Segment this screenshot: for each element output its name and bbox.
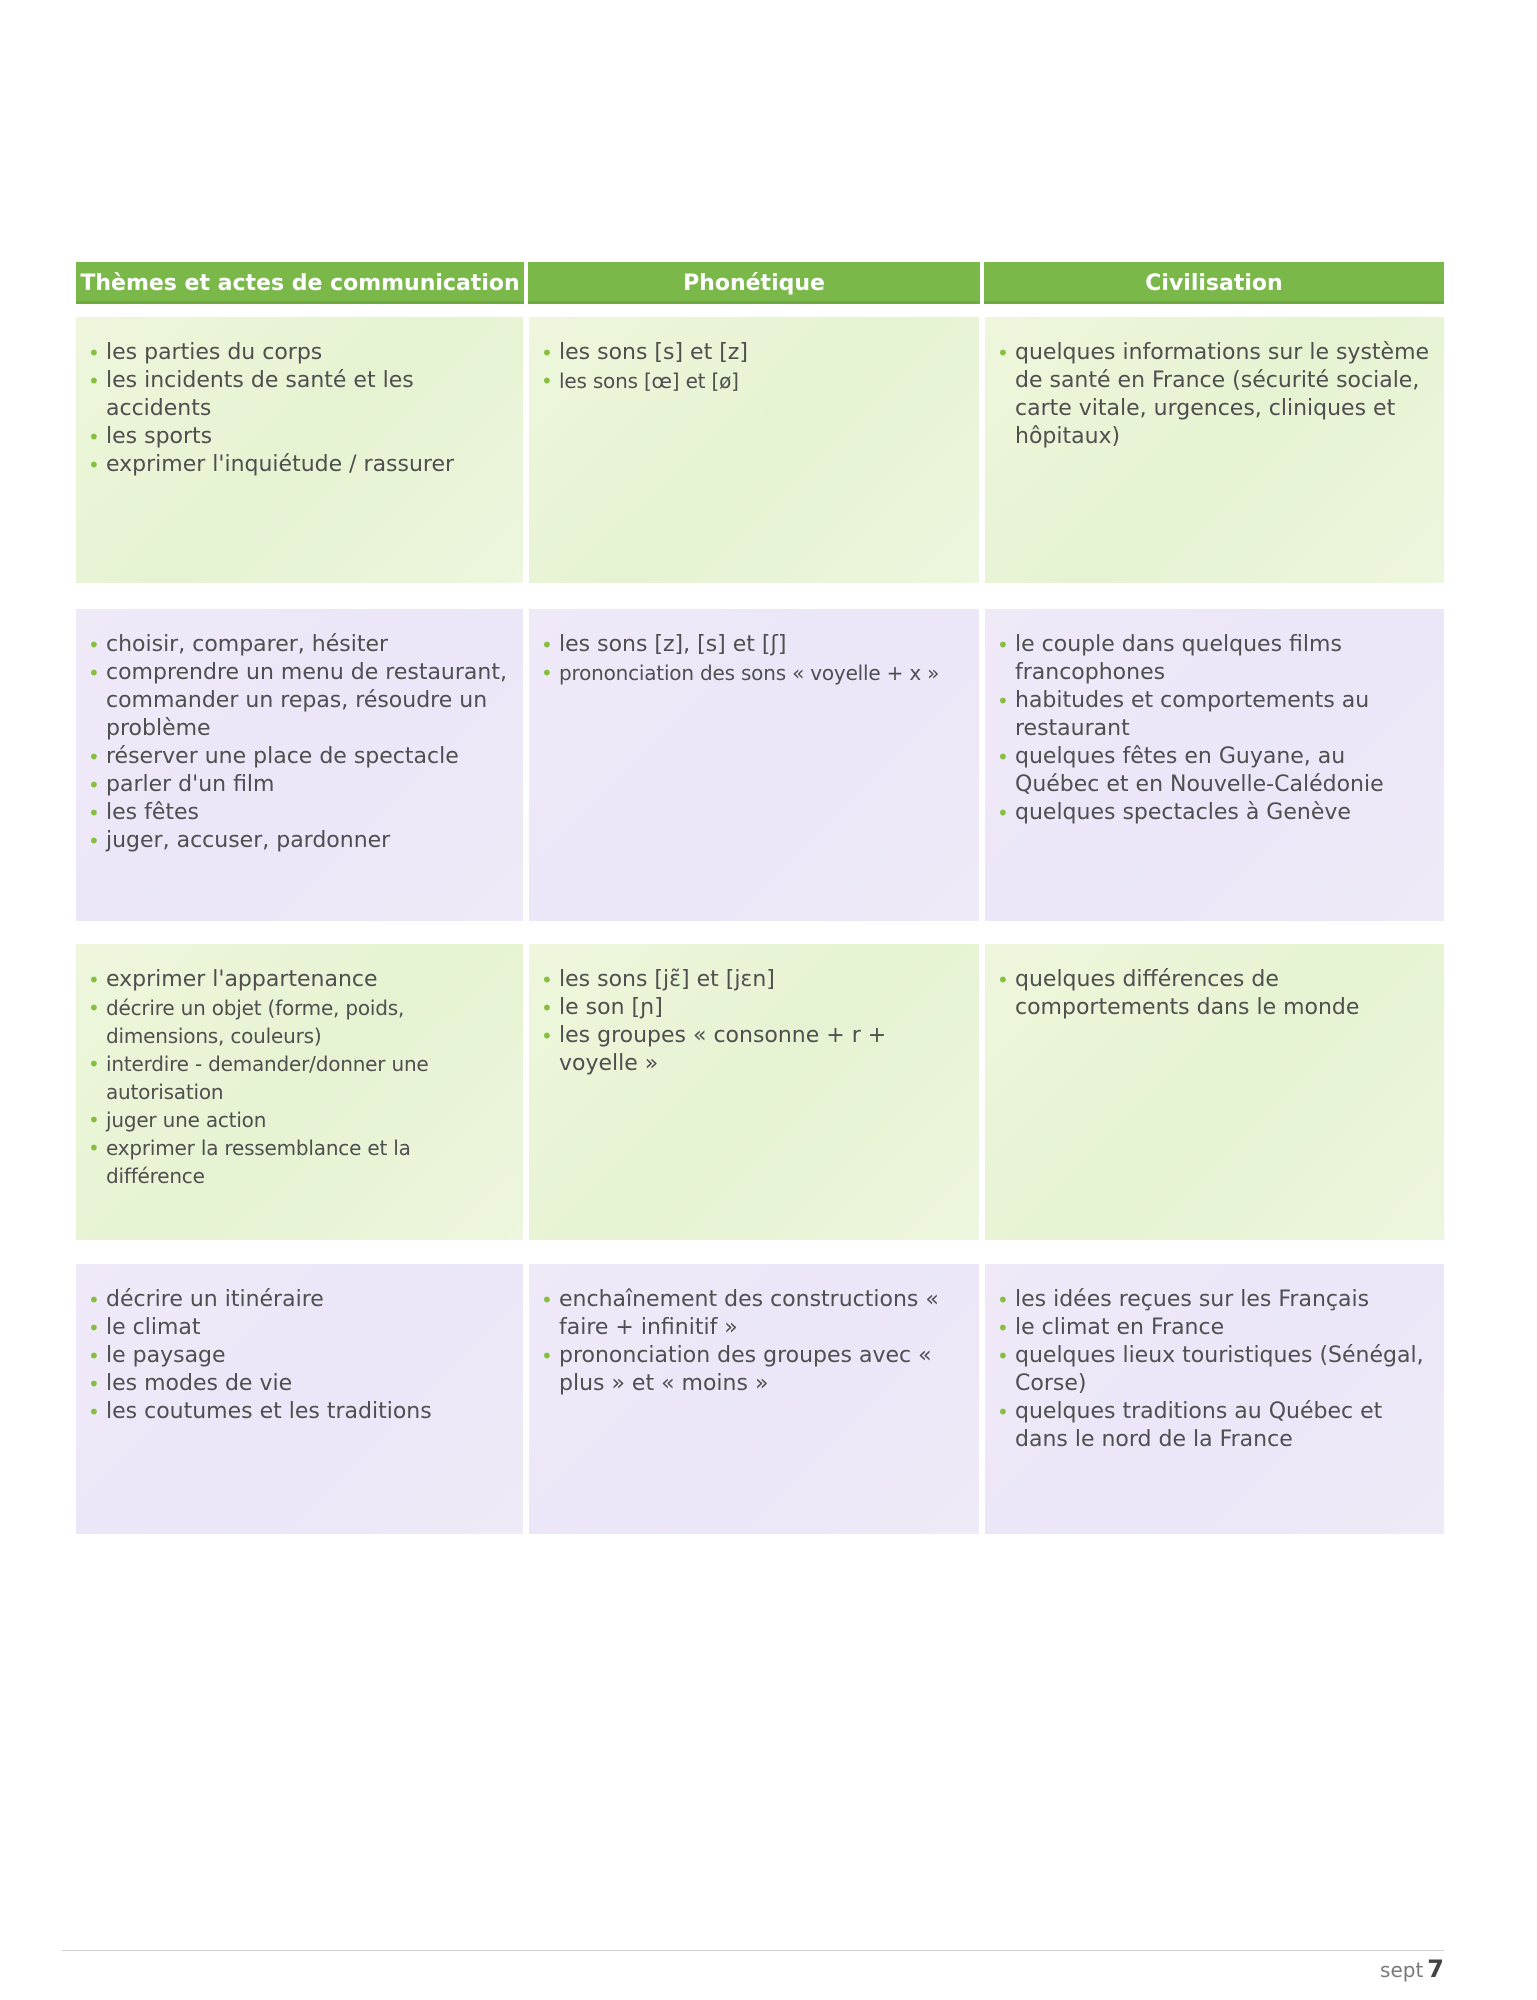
list-item: • le couple dans quelques films francophones [995,631,1434,687]
table-row [76,1264,1444,1534]
table-header [76,262,1444,304]
list-item: • exprimer l'inquiétude / rassurer [86,451,513,479]
page-number [1380,1955,1444,1983]
table-row [76,609,1444,921]
table-row [76,317,1444,583]
phonetique-cell [529,317,979,583]
list-item: • choisir, comparer, hésiter [86,631,513,659]
civilisation-cell [985,317,1444,583]
phonetique-cell [529,1264,979,1534]
list-item: • interdire - demander/donner une autorisation [86,1050,513,1106]
header-phonetique: Phonétique [528,262,980,304]
list-item: • décrire un objet (forme, poids, dimensions, couleurs) [86,994,513,1050]
list-item: • exprimer la ressemblance et la différence [86,1134,513,1190]
list-item: • le climat [86,1314,513,1342]
themes-cell [76,1264,523,1534]
list-item: • les idées reçues sur les Français [995,1286,1434,1314]
list-item: • prononciation des sons « voyelle + x » [539,659,969,687]
header-civilisation: Civilisation [984,262,1444,304]
themes-cell [76,317,523,583]
list-item: • décrire un itinéraire [86,1286,513,1314]
list-item: • comprendre un menu de restaurant, commander un repas, résoudre un problème [86,659,513,743]
civilisation-cell [985,1264,1444,1534]
list-item: • quelques différences de comportements dans le monde [995,966,1434,1022]
themes-cell [76,609,523,921]
list-item: • quelques traditions au Québec et dans le nord de la France [995,1398,1434,1454]
header-themes: Thèmes et actes de communication [76,262,524,304]
phonetique-cell [529,944,979,1240]
list-item: • les groupes « consonne + r + voyelle » [539,1022,969,1078]
list-item: • le paysage [86,1342,513,1370]
list-item: • les sports [86,423,513,451]
list-item: • quelques lieux touristiques (Sénégal, Corse) [995,1342,1434,1398]
list-item: • le son [ɲ] [539,994,969,1022]
list-item: • réserver une place de spectacle [86,743,513,771]
table-row [76,944,1444,1240]
list-item: • quelques informations sur le système de santé en France (sécurité sociale, carte vitale, urgences, cliniques et hôpitaux) [995,339,1434,451]
list-item: • le climat en France [995,1314,1434,1342]
list-item: • enchaînement des constructions « faire + infinitif » [539,1286,969,1342]
list-item: • parler d'un film [86,771,513,799]
list-item: • juger une action [86,1106,513,1134]
list-item: • les modes de vie [86,1370,513,1398]
themes-cell [76,944,523,1240]
footer-divider [62,1950,1444,1951]
list-item: • habitudes et comportements au restaurant [995,687,1434,743]
page-word: sept [1380,1958,1424,1982]
list-item: • les parties du corps [86,339,513,367]
civilisation-cell [985,944,1444,1240]
list-item: • les sons [z], [s] et [ʃ] [539,631,969,659]
phonetique-cell [529,609,979,921]
list-item: • les coutumes et les traditions [86,1398,513,1426]
list-item: • exprimer l'appartenance [86,966,513,994]
list-item: • les sons [œ] et [ø] [539,367,969,395]
list-item: • juger, accuser, pardonner [86,827,513,855]
list-item: • les fêtes [86,799,513,827]
list-item: • quelques fêtes en Guyane, au Québec et en Nouvelle-Calédonie [995,743,1434,799]
list-item: • les sons [jɛ̃] et [jɛn] [539,966,969,994]
list-item: • les sons [s] et [z] [539,339,969,367]
list-item: • les incidents de santé et les accidents [86,367,513,423]
list-item: • quelques spectacles à Genève [995,799,1434,827]
list-item: • prononciation des groupes avec « plus » et « moins » [539,1342,969,1398]
civilisation-cell [985,609,1444,921]
page-digit: 7 [1427,1955,1444,1983]
